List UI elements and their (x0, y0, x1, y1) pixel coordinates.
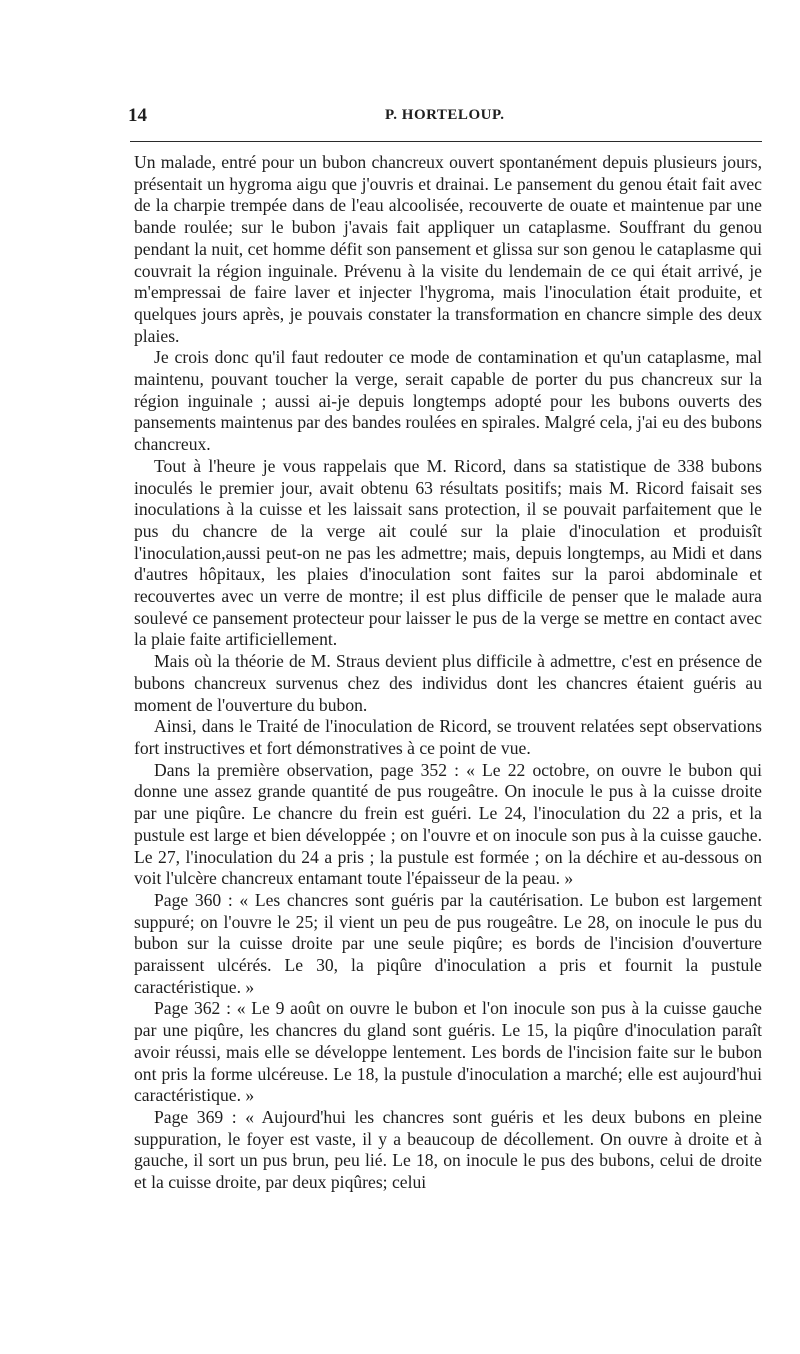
body-text (134, 152, 762, 1194)
paragraph: Un malade, entré pour un bubon chancreux ouvert spontanément depuis plusieurs jours, présentait un hygroma aigu que j'ouvris et drainai. Le pansement du genou était fait avec de la charpie trempée dans de l'eau alcoolisée, recouverte de ouate et maintenue par une bande roulée; sur le bubon j'avais fait appliquer un cataplasme. Souffrant du genou pendant la nuit, cet homme défit son pansement et glissa sur son genou le cataplasme qui couvrait la région inguinale. Prévenu à la visite du lendemain de ce qui était arrivé, je m'empressai de faire laver et injecter l'hygroma, mais l'inoculation était produite, et quelques jours après, je pouvais constater la transformation en chancre simple des deux plaies. (134, 152, 762, 346)
header-rule (130, 141, 762, 142)
paragraph: Page 369 : « Aujourd'hui les chancres sont guéris et les deux bubons en pleine suppuration, le foyer est vaste, il y a beaucoup de décollement. On ouvre à droite et à gauche, il sort un pus brun, peu lié. Le 18, on inocule le pus des bubons, celui de droite et la cuisse droite, par deux piqûres; celui (134, 1106, 762, 1193)
paragraph: Dans la première observation, page 352 : « Le 22 octobre, on ouvre le bubon qui donne une assez grande quantité de pus rougeâtre. On inocule le pus à la cuisse droite par une piqûre. Le chancre du frein est guéri. Le 24, l'inoculation du 22 a pris, et la pustule est large et bien développée ; on l'ouvre et on inocule son pus à la cuisse gauche. Le 27, l'inoculation du 24 a pris ; la pustule est formée ; on la déchire et au-dessous on voit l'ulcère chancreux entamant toute l'épaisseur de la peau. » (134, 759, 762, 889)
paragraph: Mais où la théorie de M. Straus devient plus difficile à admettre, c'est en présence de bubons chancreux survenus chez des individus dont les chancres étaient guéris au moment de l'ouverture du bubon. (134, 651, 762, 715)
paragraph: Je crois donc qu'il faut redouter ce mode de contamination et qu'un cataplasme, mal maintenu, pouvant toucher la verge, serait capable de porter du pus chancreux sur la région inguinale ; aussi ai-je depuis longtemps adopté pour les bubons ouverts des pansements maintenus par des bandes roulées en spirales. Malgré cela, j'ai eu des bubons chancreux. (134, 347, 762, 455)
running-title: P. HORTELOUP. (385, 107, 505, 123)
paragraph: Tout à l'heure je vous rappelais que M. Ricord, dans sa statistique de 338 bubons inoculés le premier jour, avait obtenu 63 résultats positifs; mais M. Ricord faisait ses inoculations à la cuisse et les laissait sans protection, il se pouvait parfaitement que le pus du chancre de la verge ait coulé sur la plaie d'inoculation et produisît l'inoculation,aussi peut-on ne pas les admettre; mais, depuis longtemps, au Midi et dans d'autres hôpitaux, les plaies d'inoculation sont faites sur la paroi abdominale et recouvertes avec un verre de montre; il est plus difficile de penser que le malade aura soulevé ce pansement protecteur pour laisser le pus de la verge se mettre en contact avec la plaie faite artificiellement. (134, 455, 762, 650)
paragraph: Ainsi, dans le Traité de l'inoculation de Ricord, se trouvent relatées sept observations fort instructives et fort démonstratives à ce point de vue. (134, 716, 762, 758)
running-head (128, 101, 761, 129)
page-number: 14 (128, 105, 147, 126)
paragraph: Page 360 : « Les chancres sont guéris par la cautérisation. Le bubon est largement suppuré; on l'ouvre le 25; il vient un peu de pus rougeâtre. Le 28, on inocule le pus du bubon sur la cuisse droite par une seule piqûre; es bords de l'incision d'ouverture paraissent ulcérés. Le 30, la piqûre d'inoculation a pris et fournit la pustule caractéristique. » (134, 889, 762, 997)
paragraph: Page 362 : « Le 9 août on ouvre le bubon et l'on inocule son pus à la cuisse gauche par une piqûre, les chancres du gland sont guéris. Le 15, la piqûre d'inoculation paraît avoir réussi, mais elle se développe lentement. Les bords de l'incision faite sur le bubon ont pris la forme ulcéreuse. Le 18, la pustule d'inoculation a marché; elle est aujourd'hui caractéristique. » (134, 998, 762, 1106)
